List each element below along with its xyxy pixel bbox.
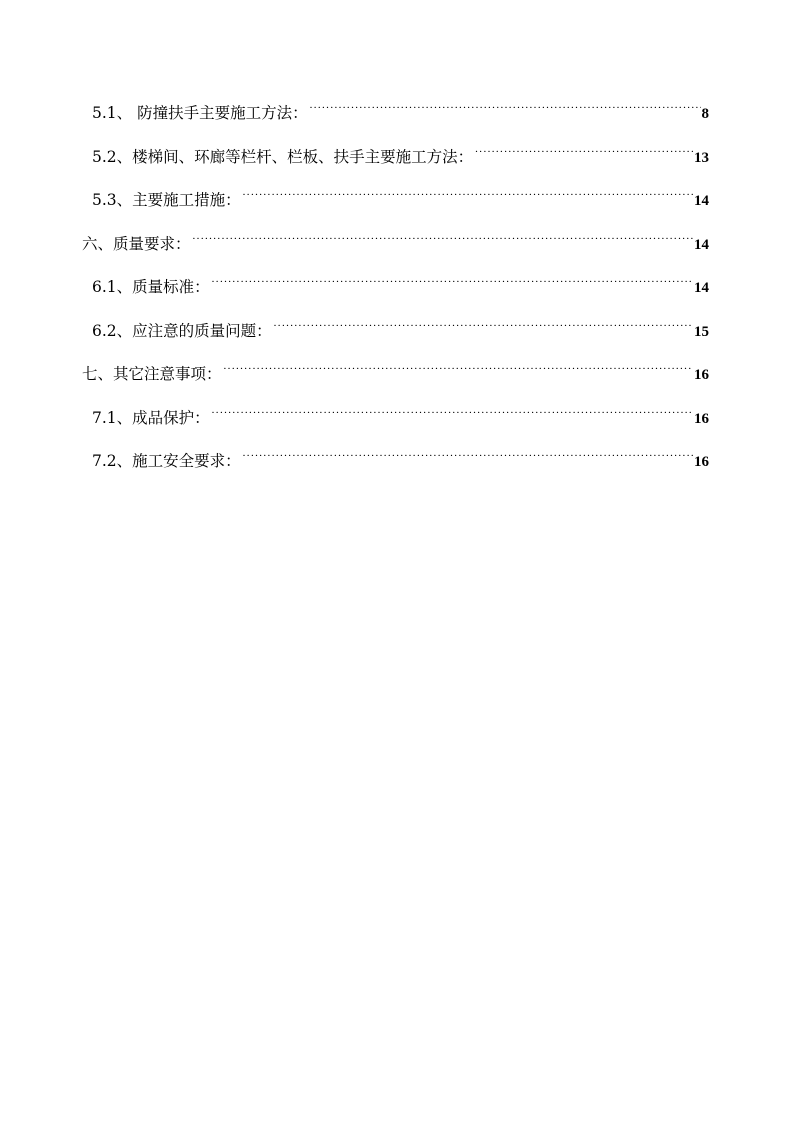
- toc-page-number: 13: [694, 150, 709, 166]
- toc-entry[interactable]: [92, 138, 709, 166]
- toc-page-number: 16: [694, 367, 709, 383]
- toc-entry[interactable]: [92, 442, 709, 470]
- toc-entry-label: 6.2、应注意的质量问题：: [92, 322, 272, 340]
- toc-dot-leader: [274, 312, 693, 336]
- toc-page-number: 15: [694, 324, 709, 340]
- toc-entry[interactable]: [92, 94, 709, 122]
- toc-dot-leader: [475, 138, 693, 162]
- toc-entry-label: 5.2、楼梯间、环廊等栏杆、栏板、扶手主要施工方法：: [92, 148, 474, 166]
- toc-page-number: 16: [694, 411, 709, 427]
- toc-dot-leader: [193, 225, 693, 249]
- toc-page-number: 14: [694, 193, 709, 209]
- toc-entry[interactable]: [92, 181, 709, 209]
- toc-entry-label: 5.1、 防撞扶手主要施工方法：: [92, 104, 308, 122]
- toc-page-number: 14: [694, 280, 709, 296]
- toc-entry[interactable]: [92, 268, 709, 296]
- toc-dot-leader: [310, 94, 701, 118]
- toc-dot-leader: [243, 181, 693, 205]
- toc-dot-leader: [212, 399, 693, 423]
- toc-entry[interactable]: [82, 225, 709, 253]
- toc-page-number: 8: [701, 106, 709, 122]
- toc-entry-label: 七、其它注意事项：: [82, 365, 222, 383]
- toc-dot-leader: [224, 355, 693, 379]
- toc-entry-label: 7.2、施工安全要求：: [92, 452, 241, 470]
- toc-page-number: 16: [694, 454, 709, 470]
- toc-entry-label: 六、质量要求：: [82, 235, 191, 253]
- toc-dot-leader: [243, 442, 693, 466]
- toc-entry-label: 7.1、成品保护：: [92, 409, 210, 427]
- toc-entry-label: 6.1、质量标准：: [92, 278, 210, 296]
- toc-entry-label: 5.3、主要施工措施：: [92, 191, 241, 209]
- toc-dot-leader: [212, 268, 693, 292]
- toc-entry[interactable]: [92, 312, 709, 340]
- toc-page-number: 14: [694, 237, 709, 253]
- toc-entry[interactable]: [92, 399, 709, 427]
- toc-entry[interactable]: [82, 355, 709, 383]
